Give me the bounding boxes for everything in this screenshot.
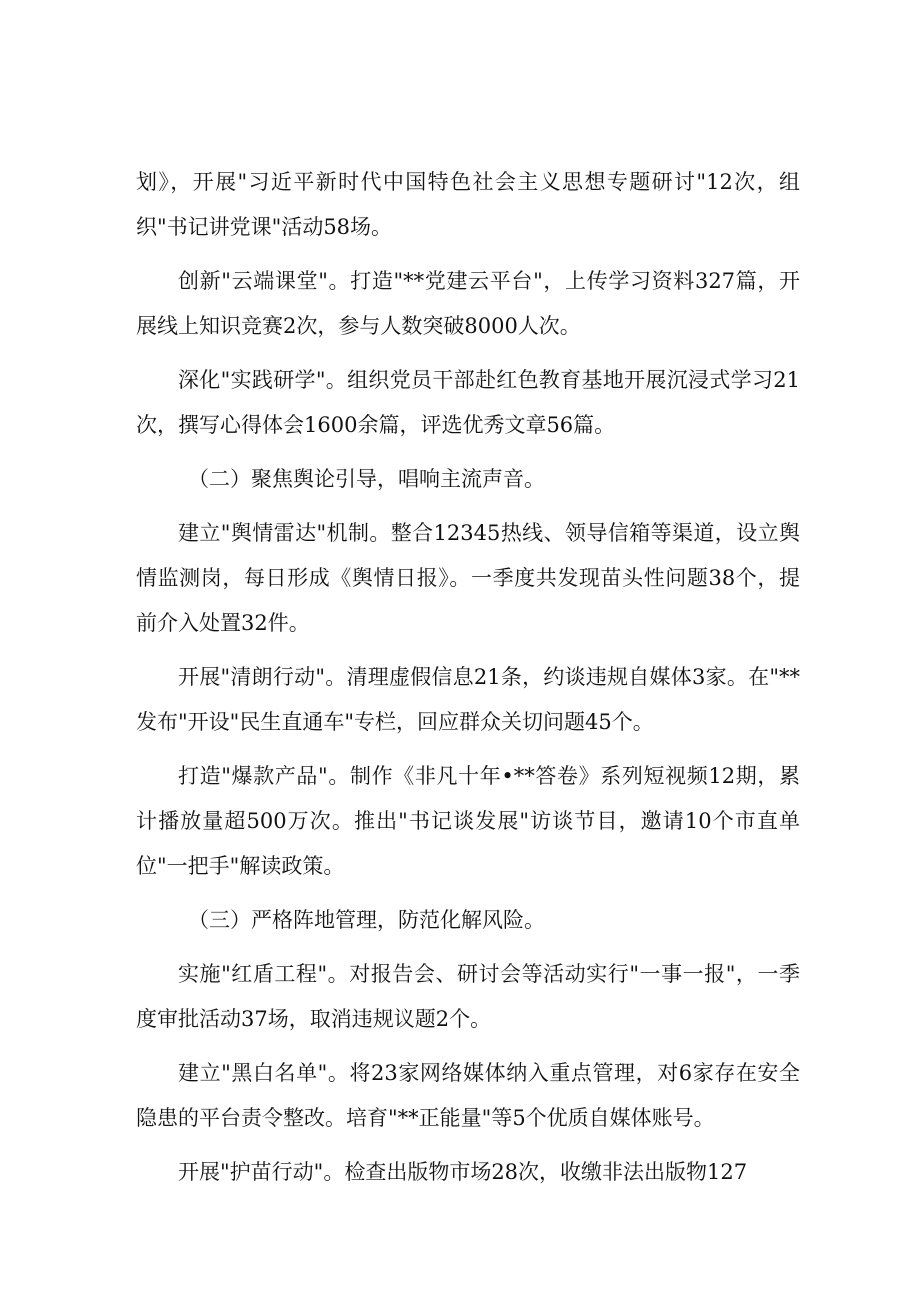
paragraph-hit-products: 打造"爆款产品"。制作《非凡十年•**答卷》系列短视频12期，累计播放量超500万次。推出"书记谈发展"访谈节目，邀请10个市直单位"一把手"解读政策。 (136, 764, 800, 878)
section-heading-2: （二）聚焦舆论引导，唱响主流声音。 (188, 467, 545, 491)
paragraph-black-white-list: 建立"黑白名单"。将23家网络媒体纳入重点管理，对6家存在安全隐患的平台责令整改。培育"**正能量"等5个优质自媒体账号。 (136, 1061, 800, 1130)
document-body (136, 160, 800, 1204)
paragraph-continued: 划》，开展"习近平新时代中国特色社会主义思想专题研讨"12次，组织"书记讲党课"活动58场。 (136, 170, 800, 239)
paragraph-cloud-classroom: 创新"云端课堂"。打造"**党建云平台"，上传学习资料327篇，开展线上知识竞赛2次，参与人数突破8000人次。 (136, 269, 800, 338)
paragraph-red-shield: 实施"红盾工程"。对报告会、研讨会等活动实行"一事一报"，一季度审批活动37场，取消违规议题2个。 (136, 962, 800, 1031)
paragraph-clear-action: 开展"清朗行动"。清理虚假信息21条，约谈违规自媒体3家。在"**发布"开设"民生直通车"专栏，回应群众关切问题45个。 (136, 665, 800, 734)
paragraph-protect-seedlings: 开展"护苗行动"。检查出版物市场28次，收缴非法出版物127 (178, 1160, 748, 1184)
paragraph-practice-study: 深化"实践研学"。组织党员干部赴红色教育基地开展沉浸式学习21次，撰写心得体会1600余篇，评选优秀文章56篇。 (136, 368, 800, 437)
paragraph-opinion-radar: 建立"舆情雷达"机制。整合12345热线、领导信箱等渠道，设立舆情监测岗，每日形成《舆情日报》。一季度共发现苗头性问题38个，提前介入处置32件。 (136, 521, 800, 635)
section-heading-3: （三）严格阵地管理，防范化解风险。 (188, 908, 545, 932)
